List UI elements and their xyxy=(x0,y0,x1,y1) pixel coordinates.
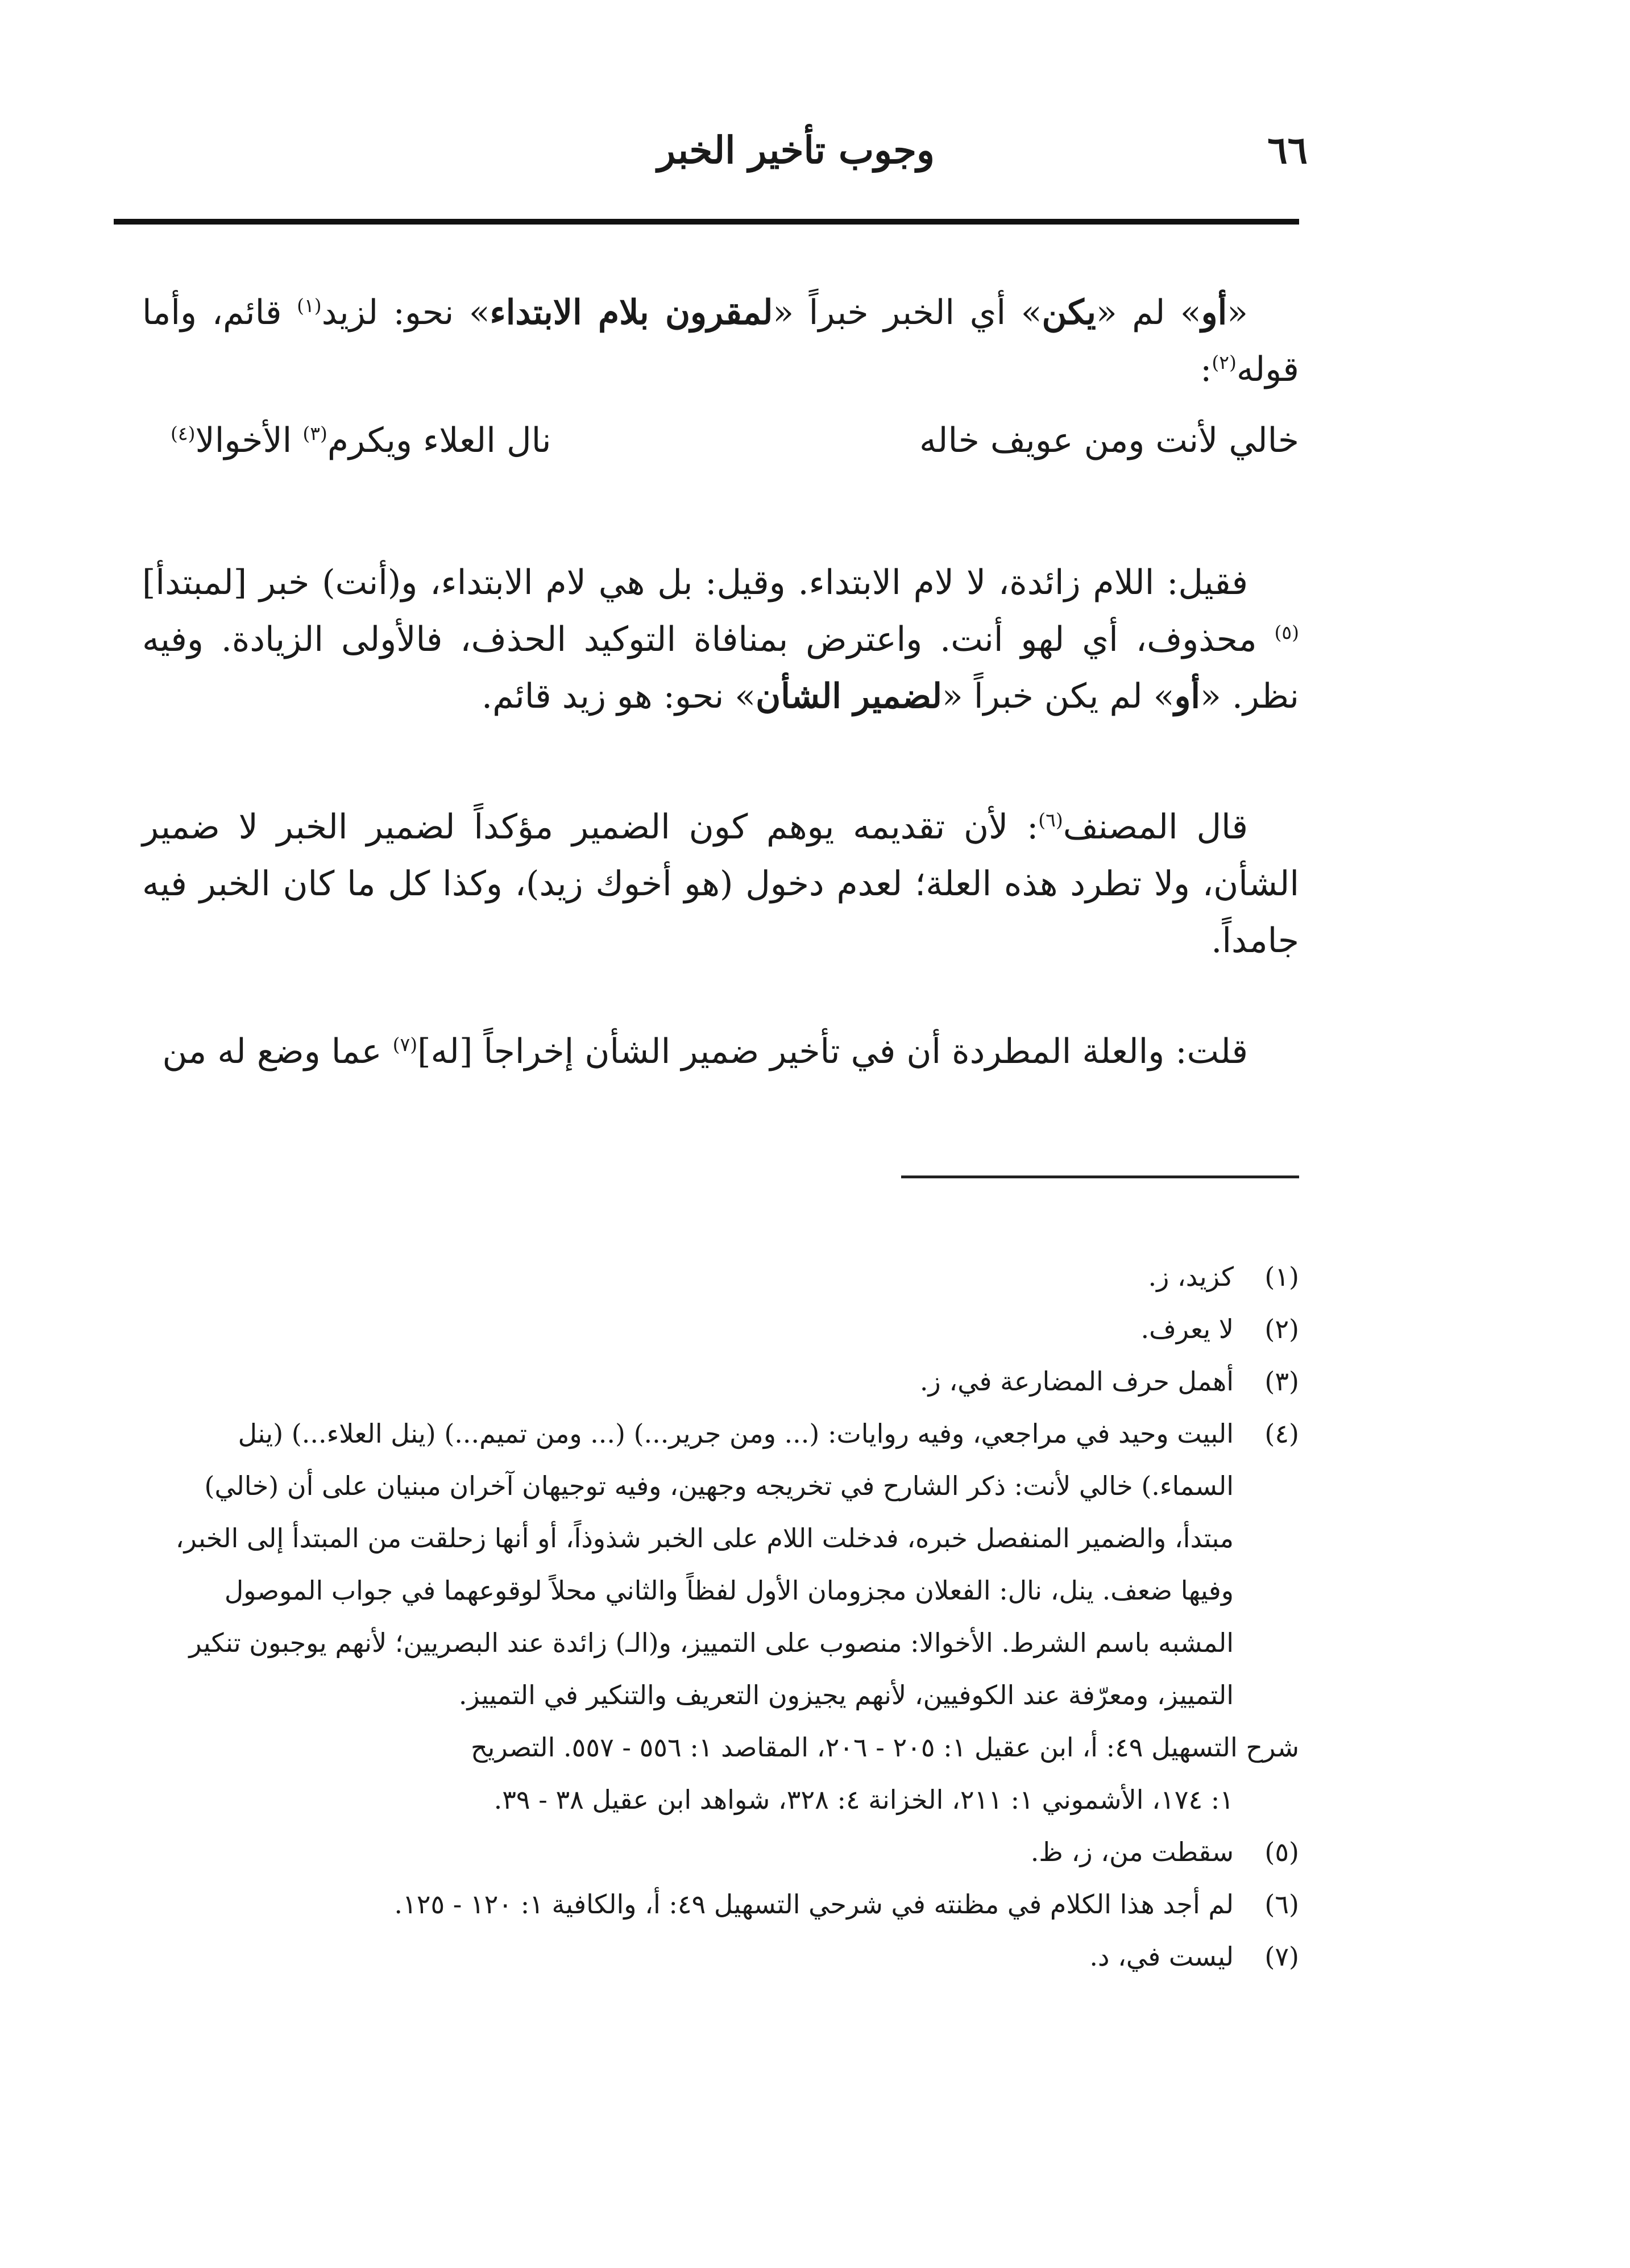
footnote-4-sources-line-2: ١: ١٧٤، الأشموني ١: ٢١١، الخزانة ٤: ٣٢٨، شواهد ابن عقيل ٣٨ - ٣٩. xyxy=(493,1784,1234,1815)
footnote-number: (٦) xyxy=(1264,1889,1299,1920)
verse-line xyxy=(171,421,1299,483)
footnote-text: سقطت من، ز، ظ. xyxy=(1030,1837,1234,1867)
paragraph-3 xyxy=(142,799,1299,969)
footnote-4 xyxy=(142,1407,1299,1721)
footnote-marker: (٧) xyxy=(392,1033,418,1056)
header-rule xyxy=(114,219,1299,225)
footnote-marker: (١) xyxy=(297,294,322,317)
footnote-number: (٢) xyxy=(1264,1314,1299,1344)
footnote-marker: (٢) xyxy=(1212,351,1237,373)
footnote-marker: (٥) xyxy=(1274,621,1299,643)
footnote-6 xyxy=(142,1878,1299,1930)
footnote-text: البيت وحيد في مراجعي، وفيه روايات: (... ومن جرير...) (... ومن تميم...) (ينل العلاء...) (ينل السماء.) خالي لأنت: ذكر الشارح في تخريجه وجهين، وفيه توجيهان آخران مبنيان على أن (خالي) مبتدأ، والضمير المنفصل خبره، فدخلت اللام على الخبر شذوذاً، أو أنها زحلقت من المبتدأ إلى الخبر، وفيها ضعف. ينل، نال: الفعلان مجزومان الأول لفظاً والثاني محلاً لوقوعهما في جواب الموصول المشبه باسم الشرط. الأخوالا: منصوب على التمييز، و(الـ) زائدة عند البصريين؛ لأنهم يوجبون تنكير التمييز، ومعرّفة عند الكوفيين، لأنهم يجيزون التعريف والتنكير في التمييز. xyxy=(175,1418,1234,1710)
paragraph-2-text: فقيل: اللام زائدة، لا لام الابتداء. وقيل: بل هي لام الابتداء، و(أنت) خبر [لمبتدأ]$^{(٥)}$ محذوف، أي لهو أنت. واعترض بمنافاة التوكيد الحذف، فالأولى الزيادة. وفيه نظر. «أو» لم يكن خبراً «لضمير الشأن» نحو: هو زيد قائم. xyxy=(142,563,1299,716)
footnote-3 xyxy=(142,1355,1299,1407)
footnote-marker: (٤) xyxy=(171,422,196,445)
footnote-text: لم أجد هذا الكلام في مظنته في شرحي التسهيل ٤٩: أ، والكافية ١: ١٢٠ - ١٢٥. xyxy=(394,1889,1234,1920)
verse-first-hemistich: خالي لأنت ومن عويف خاله xyxy=(919,421,1299,460)
footnote-text: أهمل حرف المضارعة في، ز. xyxy=(919,1366,1234,1397)
footnote-number: (٧) xyxy=(1264,1941,1299,1972)
footnote-2 xyxy=(142,1303,1299,1355)
footnote-marker: (٦) xyxy=(1038,809,1063,831)
running-title: وجوب تأخير الخبر xyxy=(657,128,935,172)
emphasized-text: أو xyxy=(1201,293,1227,333)
paragraph-4 xyxy=(142,1023,1299,1080)
verse-second-hemistich: نال العلاء ويكرم$^{(٣)}$ الأخوالا$^{(٤)}$ xyxy=(171,421,551,460)
footnote-number: (٤) xyxy=(1264,1418,1299,1449)
paragraph-4-text: قلت: والعلة المطردة أن في تأخير ضمير الشأن إخراجاً [له]$^{(٧)}$ عما وضع له من xyxy=(162,1032,1248,1071)
footnote-text: كزيد، ز. xyxy=(1148,1261,1234,1292)
page-number: ٦٦ xyxy=(1267,128,1308,172)
emphasized-text: لمقرون بلام الابتداء xyxy=(490,293,773,333)
footnote-4-sources-line-1: شرح التسهيل ٤٩: أ، ابن عقيل ١: ٢٠٥ - ٢٠٦، المقاصد ١: ٥٥٦ - ٥٥٧. التصريح xyxy=(470,1732,1299,1763)
emphasized-text: يكن xyxy=(1042,293,1096,333)
footnote-1 xyxy=(142,1251,1299,1303)
footnote-7 xyxy=(142,1930,1299,1983)
paragraph-3-text: قال المصنف$^{(٦)}$: لأن تقديمه يوهم كون الضمير مؤكداً لضمير الخبر لا ضمير الشأن، ولا تطرد هذه العلة؛ لعدم دخول (هو أخوك زيد)، وكذا كل ما كان الخبر فيه جامداً. xyxy=(142,807,1299,961)
footnote-number: (٣) xyxy=(1264,1366,1299,1397)
paragraph-1 xyxy=(142,284,1299,398)
footnote-text: لا يعرف. xyxy=(1140,1314,1234,1344)
footnote-number: (٥) xyxy=(1264,1837,1299,1867)
footnote-5 xyxy=(142,1826,1299,1878)
footnote-marker: (٣) xyxy=(302,422,327,445)
footnote-rule xyxy=(901,1175,1299,1178)
emphasized-text: أو xyxy=(1174,676,1201,716)
paragraph-1-text: «أو» لم «يكن» أي الخبر خبراً «لمقرون بلام الابتداء» نحو: لزيد$^{(١)}$ قائم، وأما قوله$^{(٢)}$: xyxy=(142,293,1299,389)
emphasized-text: لضمير الشأن xyxy=(756,676,943,716)
footnote-number: (١) xyxy=(1264,1261,1299,1292)
footnote-text: ليست في، د. xyxy=(1089,1941,1234,1972)
footnotes xyxy=(142,1251,1299,1983)
paragraph-2 xyxy=(142,554,1299,725)
